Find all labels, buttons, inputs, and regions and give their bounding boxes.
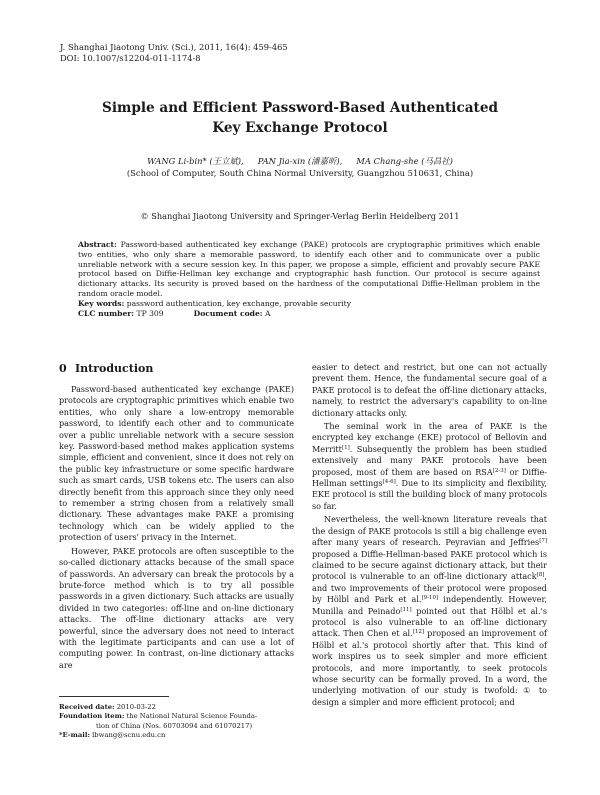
- citation-ref: [1]: [341, 444, 350, 451]
- journal-header: [60, 42, 288, 64]
- author-affiliation: (School of Computer, South China Normal University, Guangzhou 510631, China): [126, 168, 474, 178]
- keywords-text: password authentication, key exchange, provable security: [126, 298, 352, 308]
- abstract-text: Password-based authenticated key exchange (PAKE) protocols are cryptographic primitives which enable two entities, who only share a memorable password, to identify each other and to communicate over a public unreliable network with a secure session key. In this paper, we propose a simple, efficient and provably secure PAKE protocol based on Diffie-Hellman key exchange and cryptographic hash function. Our protocol is secure against dictionary attacks. Its security is proved based on the hardness of the computational Diffie-Hellman problem in the random oracle model.: [78, 240, 540, 298]
- body-paragraph: The seminal work in the area of PAKE is the encrypted key exchange (EKE) protocol of Bellovin and Merritt[1]. Subsequently the problem has been studied extensively and many PAKE protocols have been proposed, most of them are based on RSA[2-3] or Diffie-Hellman settings[4-6]. Due to its simplicity and flexibility, EKE protocol is still the building block of many protocols so far.: [312, 421, 547, 511]
- abstract-paragraph: [78, 240, 540, 299]
- body-paragraph: Nevertheless, the well-known literature reveals that the design of PAKE protocols is still a big challenge even after many years of research. Peyravian and Jeffries[7] proposed a Diffie-Hellman-based PAKE protocol which is claimed to be secure against dictionary attack, but their protocol is vulnerable to an off-line dictionary attack[8], and two improvements of their protocol were proposed by Hölbl and Park et al.[9-10] independently. However, Munilla and Peinado[11] pointed out that Hölbl et al.'s protocol is also vulnerable to an off-line dictionary attack. Then Chen et al.[12] proposed an improvement of Hölbl et al.'s protocol shortly after that. This kind of work inspires us to seek simpler and more efficient protocols, and more importantly, to seek protocols whose security can be formally proved. In a word, the underlying motivation of our study is twofold: ① to design a simpler and more efficient protocol; and: [312, 514, 547, 707]
- author-block: [0, 155, 600, 179]
- section-heading: [59, 362, 294, 376]
- citation-ref: [8]: [536, 572, 545, 579]
- left-column: [59, 362, 294, 673]
- foundation-note: [59, 712, 299, 721]
- copyright-line: © Shanghai Jiaotong University and Springer-Verlag Berlin Heidelberg 2011: [140, 211, 460, 221]
- keywords-line: [78, 299, 540, 309]
- document-code-value: A: [265, 308, 271, 318]
- citation-ref: [9-10]: [421, 595, 439, 602]
- body-paragraph: However, PAKE protocols are often susceptible to the so-called dictionary attacks because of the small space of passwords. An adversary can break the protocols by a brute-force method which is to try all possible passwords in a given dictionary. Such attacks are usually divided in two categories: off-line and on-line dictionary attacks. The off-line dictionary attacks are very powerful, since the adversary does not need to interact with the legitimate participants and can use a lot of computing power. In contrast, on-line dictionary attacks are: [59, 545, 294, 670]
- foundation-text: the National Natural Science Founda-: [126, 712, 258, 721]
- classification-line: [78, 309, 540, 319]
- footnote-divider: [59, 696, 169, 697]
- email-note: [59, 731, 299, 740]
- title-line-2: Key Exchange Protocol: [212, 120, 388, 136]
- citation-ref: [2-3]: [492, 467, 506, 474]
- author-name: WANG Li-bin* (王立斌): [147, 156, 242, 166]
- received-date: 2010-03-22: [116, 703, 156, 711]
- clc-value: TP 309: [136, 308, 164, 318]
- journal-doi: DOI: 10.1007/s12204-011-1174-8: [60, 53, 201, 63]
- foundation-continued: tion of China (Nos. 60703094 and 61070217): [96, 721, 253, 730]
- right-column: [312, 362, 547, 710]
- author-name: PAN Jia-xin (潘嘉昕): [257, 156, 340, 166]
- citation-ref: [7]: [539, 538, 547, 545]
- paper-title: [0, 98, 600, 138]
- keywords-label: Key words:: [78, 298, 125, 308]
- body-paragraph: Password-based authenticated key exchange (PAKE) protocols are cryptographic primitives which enable two entities, who only share a low-entropy memorable password, to identify each other and to communicate over a public unreliable network with a secure session key. Password-based method makes application systems simple, efficient and convenient, since it does not rely on the public key infrastructure or some specific hardware such as smart cards, USB tokens etc. The users can also directly benefit from this approach since they only need to remember a string chosen from a relatively small dictionary. These advantages make PAKE a promising technology which can be widely applied to the protection of users' privacy in the Internet.: [59, 384, 294, 543]
- clc-label: CLC number:: [78, 308, 135, 318]
- citation-ref: [4-6]: [382, 479, 396, 486]
- footnotes: [59, 703, 299, 741]
- section-title: Introduction: [75, 362, 154, 375]
- author-name: MA Chang-she (马昌社): [356, 156, 453, 166]
- email-address[interactable]: lbwang@scnu.edu.cn: [92, 731, 166, 740]
- citation-ref: [11]: [400, 606, 412, 613]
- foundation-label: Foundation item:: [59, 712, 125, 721]
- received-date-note: [59, 703, 299, 712]
- email-label: *E-mail:: [59, 731, 90, 740]
- author-names: WANG Li-bin* (王立斌), PAN Jia-xin (潘嘉昕), MA Chang-she (马昌社): [147, 156, 453, 166]
- citation-ref: [12]: [412, 629, 425, 636]
- received-label: Received date:: [59, 703, 115, 711]
- abstract-block: [78, 240, 540, 318]
- abstract-label: Abstract:: [78, 240, 117, 249]
- section-number: 0: [59, 362, 67, 375]
- journal-citation: J. Shanghai Jiaotong Univ. (Sci.), 2011, 16(4): 459-465: [60, 42, 288, 52]
- document-code-label: Document code:: [193, 308, 263, 318]
- title-line-1: Simple and Efficient Password-Based Authenticated: [102, 100, 498, 116]
- body-paragraph: easier to detect and restrict, but one can not actually prevent them. Hence, the fundamental secure goal of a PAKE protocol is to defeat the off-line dictionary attacks, namely, to restrict the adversary's capability to on-line dictionary attacks only.: [312, 362, 547, 418]
